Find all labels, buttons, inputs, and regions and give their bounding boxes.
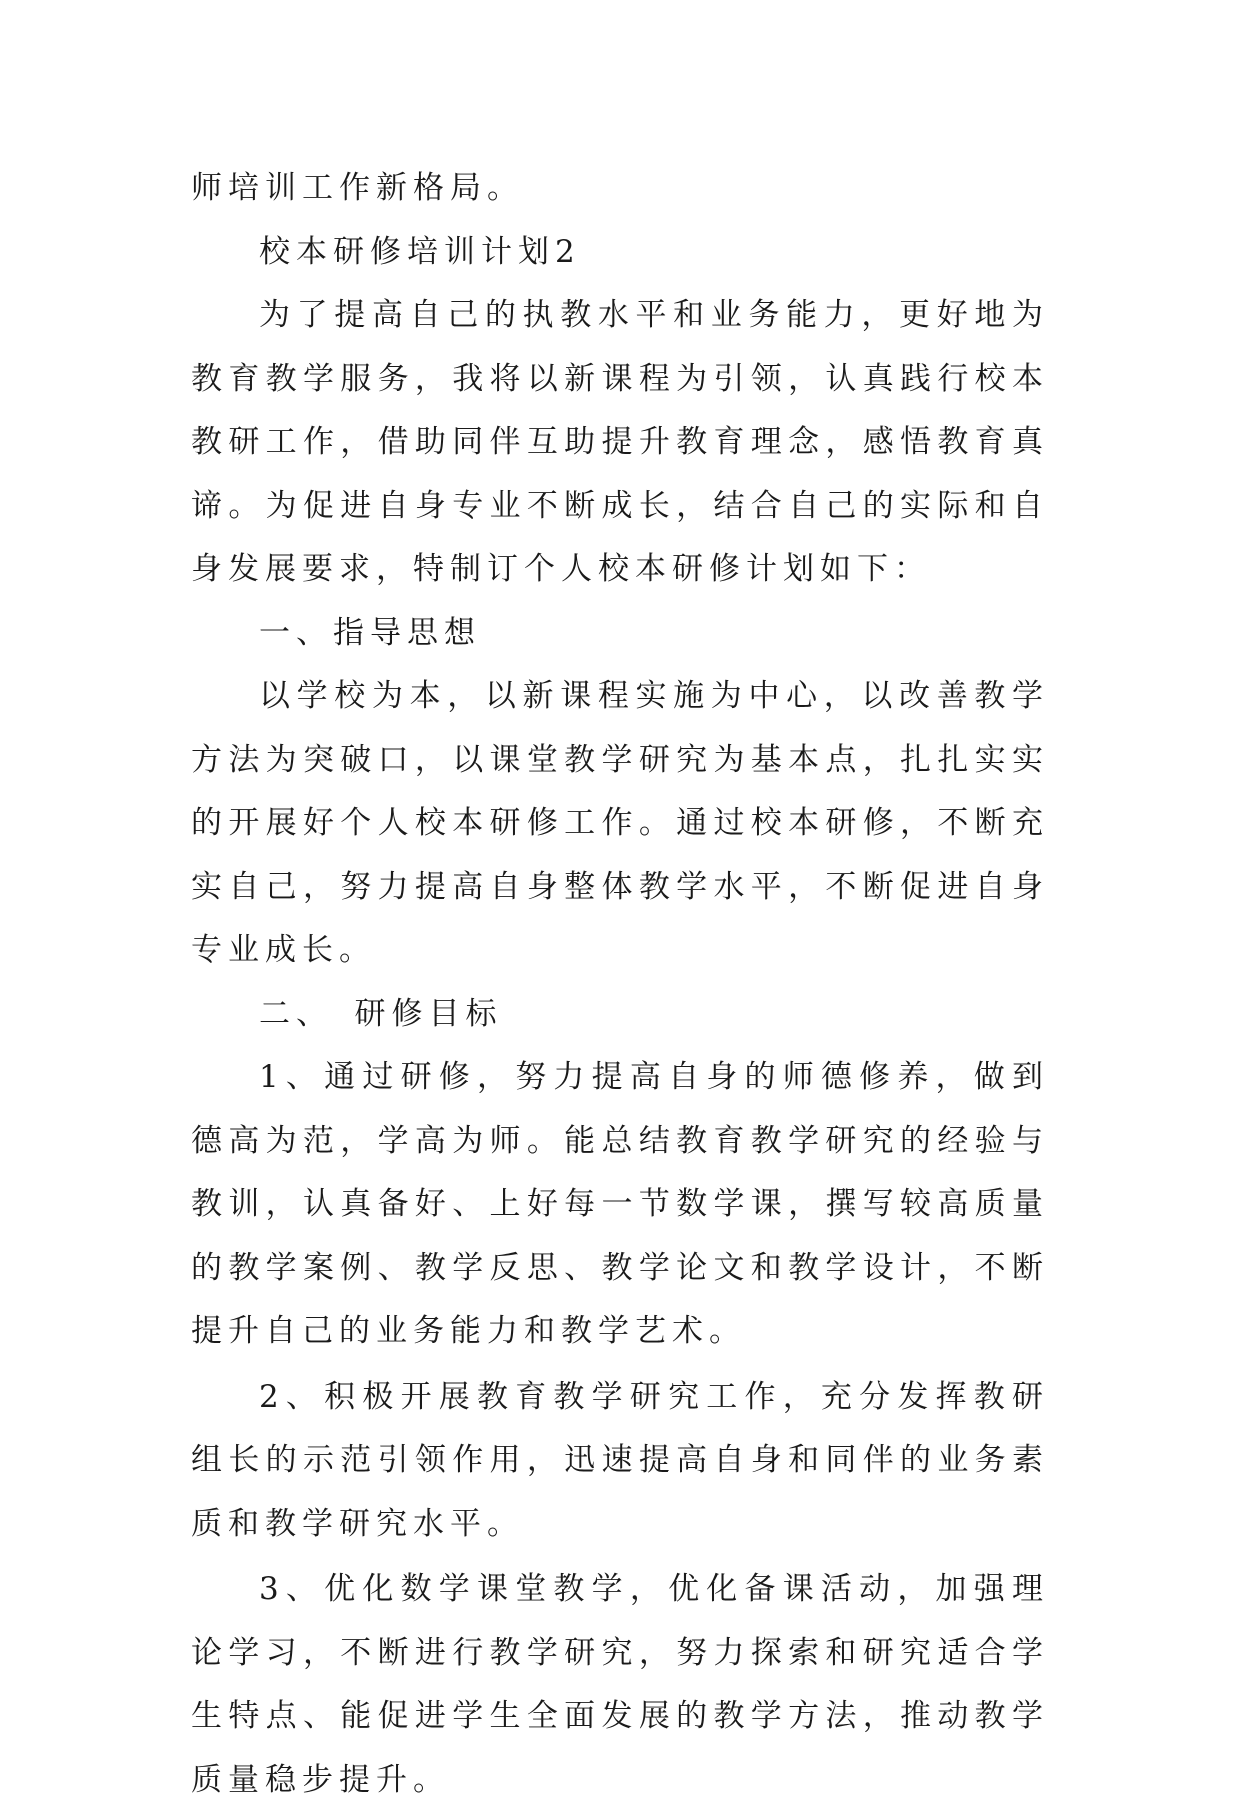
paragraph-goal-1: 1、通过研修，努力提高自身的师德修养，做到德高为范，学高为师。能总结教育教学研究的经验与教训，认真备好、上好每一节数学课，撰写较高质量的教学案例、教学反思、教学论文和教学设计，不断提升自己的业务能力和教学艺术。: [191, 1059, 1049, 1349]
paragraph-guiding-ideology: 以学校为本，以新课程实施为中心，以改善教学方法为突破口，以课堂教学研究为基本点，扎扎实实的开展好个人校本研修工作。通过校本研修，不断充实自己，努力提高自身整体教学水平，不断促进自身专业成长。: [191, 678, 1049, 968]
paragraph-goal-2: 2、积极开展教育教学研究工作，充分发挥教研组长的示范引领作用，迅速提高自身和同伴的业务素质和教学研究水平。: [191, 1378, 1049, 1542]
section-heading-research-goals: 二、 研修目标: [259, 995, 503, 1032]
section-heading-guiding-ideology: 一、指导思想: [259, 614, 481, 651]
document-body: [191, 157, 1049, 1812]
paragraph-continuation: 师培训工作新格局。: [191, 170, 524, 206]
document-title: 校本研修培训计划2: [259, 233, 581, 270]
paragraph-goal-3: 3、优化数学课堂教学，优化备课活动，加强理论学习，不断进行教学研究，努力探索和研究适合学生特点、能促进学生全面发展的教学方法，推动教学质量稳步提升。: [191, 1571, 1049, 1798]
paragraph-intro: 为了提高自己的执教水平和业务能力，更好地为教育教学服务，我将以新课程为引领，认真践行校本教研工作，借助同伴互助提升教育理念，感悟教育真谛。为促进自身专业不断成长，结合自己的实际和自身发展要求，特制订个人校本研修计划如下：: [191, 297, 1049, 587]
